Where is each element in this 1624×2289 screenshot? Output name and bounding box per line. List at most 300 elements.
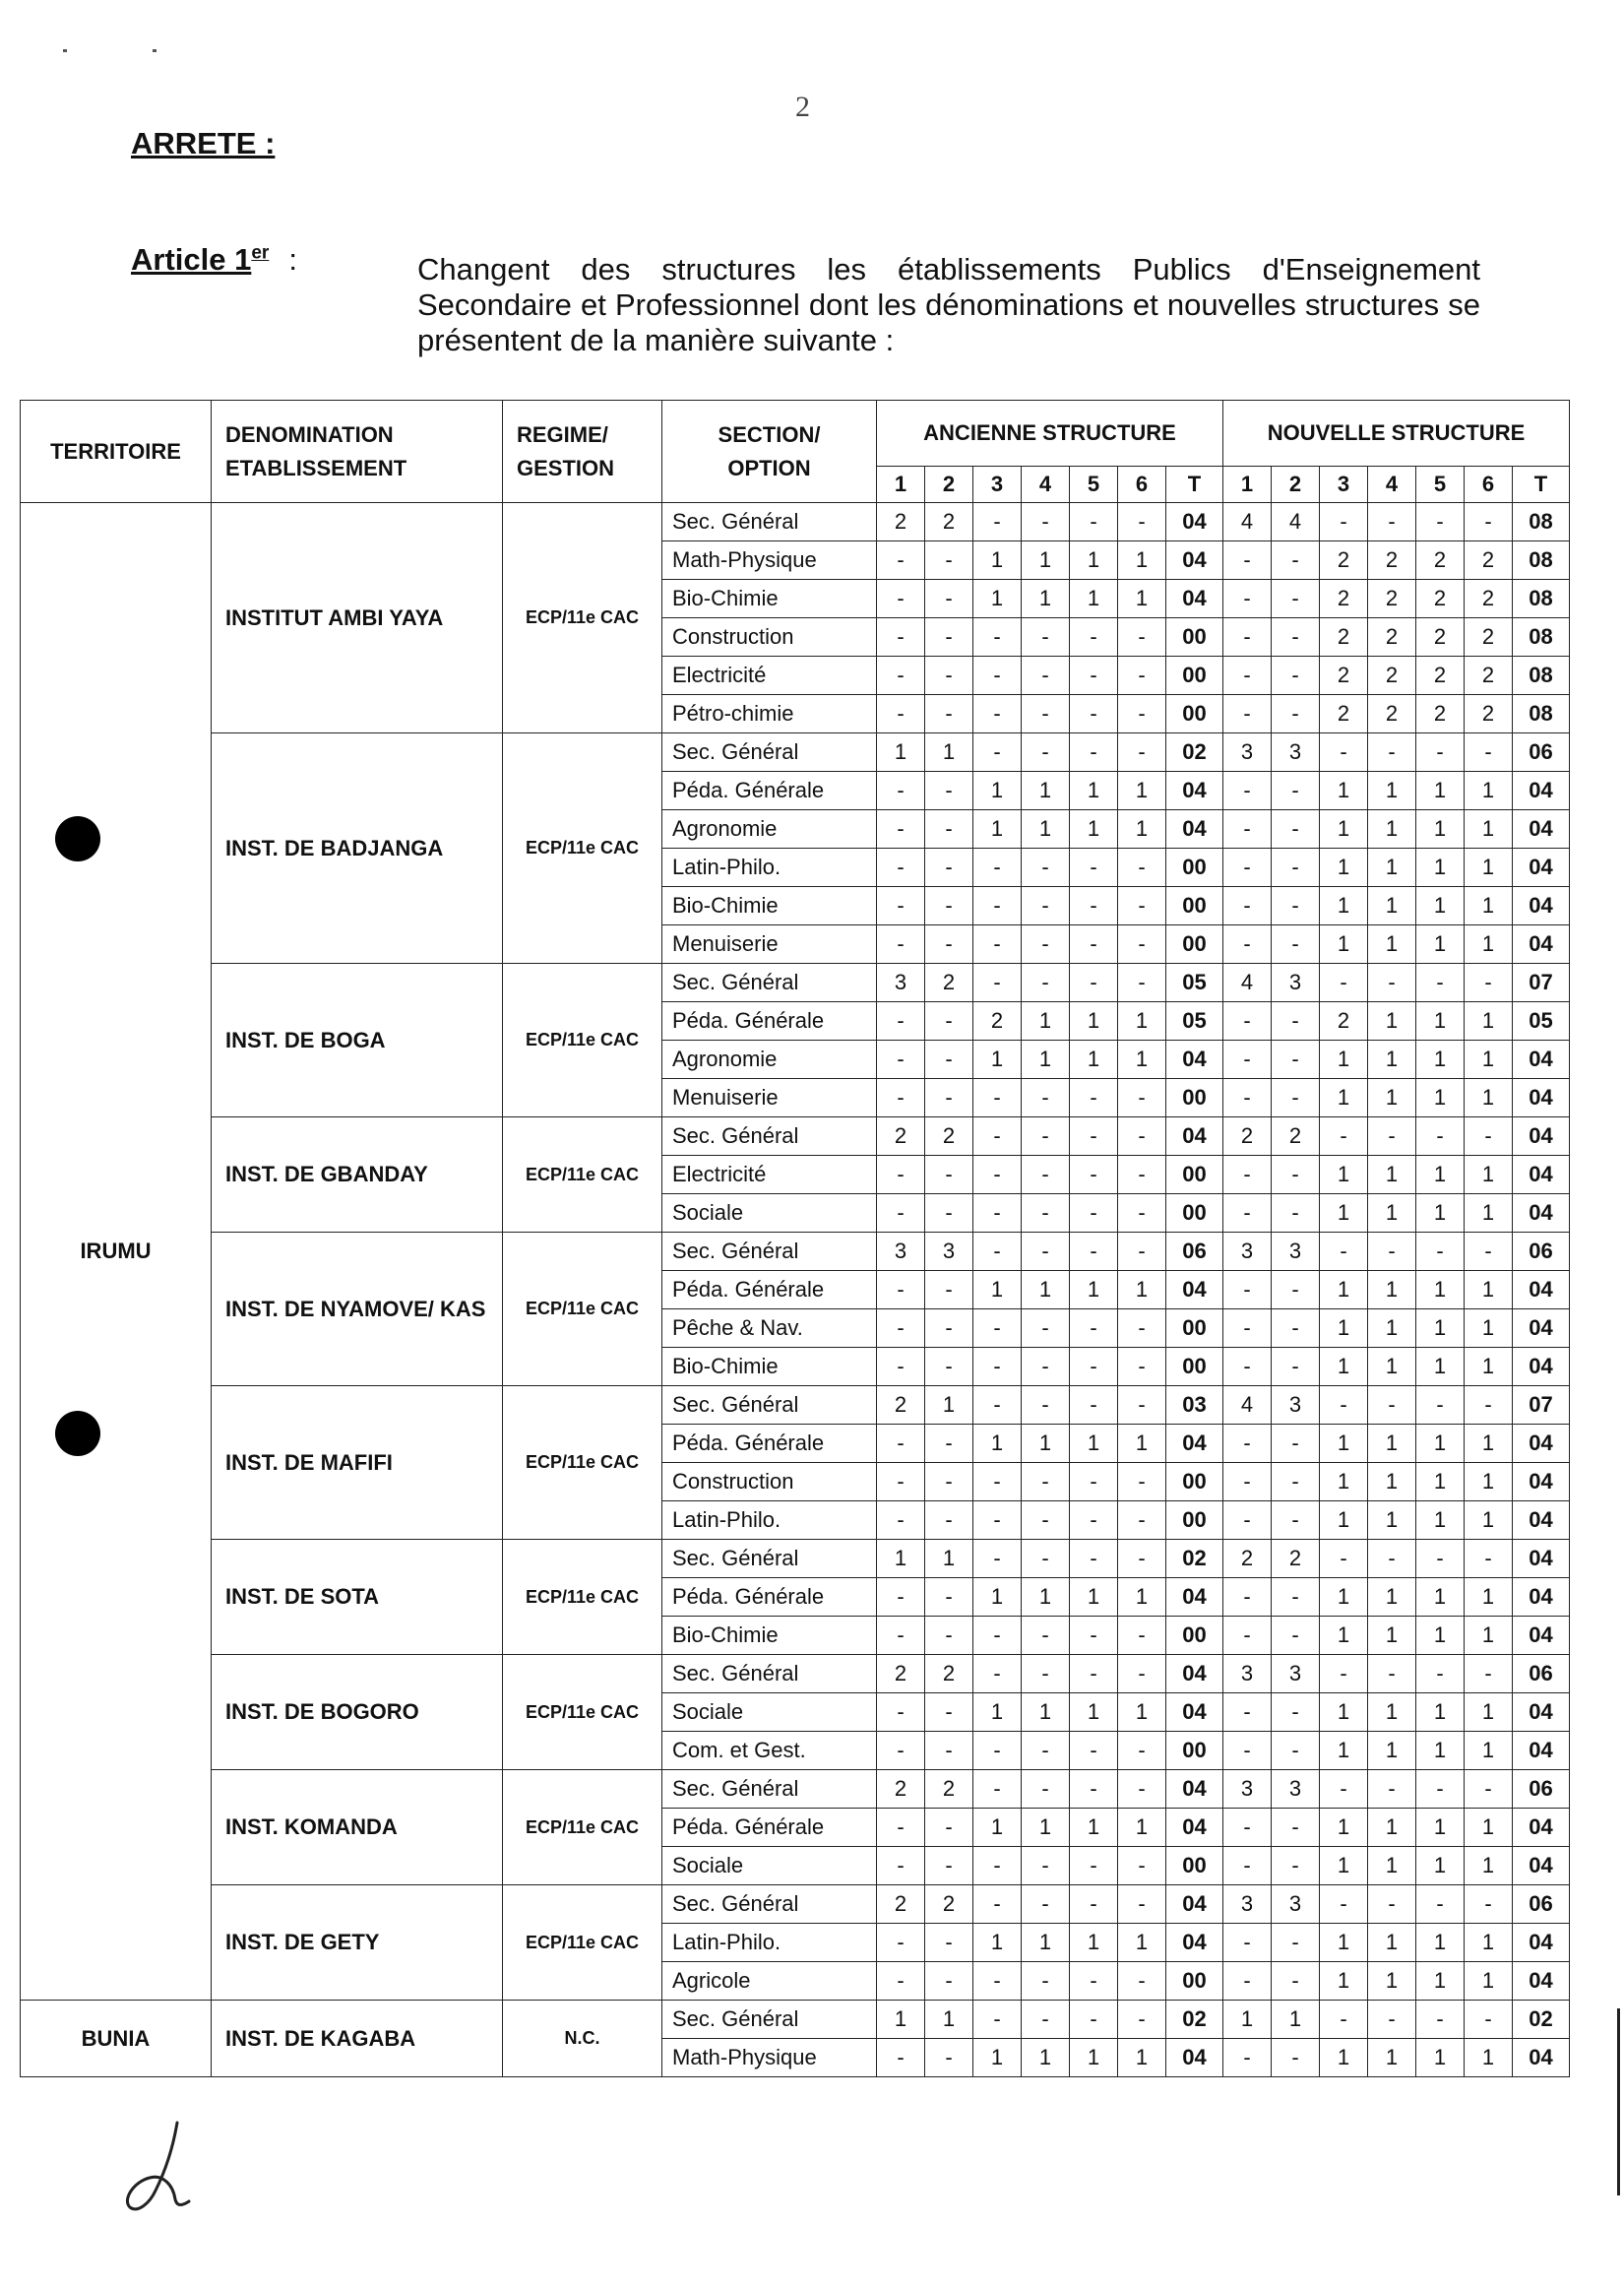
- nouvelle-value-cell: 1: [1416, 2039, 1465, 2077]
- nouvelle-value-cell: -: [1416, 2001, 1465, 2039]
- nouvelle-col-header: 3: [1320, 467, 1368, 503]
- ancienne-value-cell: -: [1118, 1194, 1166, 1233]
- nouvelle-total-cell: 04: [1513, 1271, 1570, 1309]
- section-option: Latin-Philo.: [662, 849, 877, 887]
- nouvelle-total-cell: 04: [1513, 849, 1570, 887]
- nouvelle-value-cell: -: [1272, 1271, 1320, 1309]
- territoire-cell: [21, 2001, 212, 2077]
- section-option: Construction: [662, 1463, 877, 1501]
- etablissement-name: INST. KOMANDA: [212, 1770, 503, 1885]
- ancienne-value-cell: -: [1022, 1348, 1070, 1386]
- nouvelle-value-cell: 1: [1368, 925, 1416, 964]
- nouvelle-value-cell: -: [1223, 1194, 1272, 1233]
- nouvelle-value-cell: 4: [1223, 503, 1272, 541]
- nouvelle-total-cell: 06: [1513, 1770, 1570, 1809]
- nouvelle-value-cell: -: [1465, 1655, 1513, 1693]
- ancienne-value-cell: -: [925, 1348, 973, 1386]
- nouvelle-value-cell: 2: [1320, 541, 1368, 580]
- nouvelle-value-cell: -: [1416, 1233, 1465, 1271]
- ancienne-value-cell: -: [1118, 1156, 1166, 1194]
- ancienne-total-cell: 05: [1166, 964, 1223, 1002]
- ancienne-value-cell: -: [877, 810, 925, 849]
- ancienne-value-cell: -: [925, 810, 973, 849]
- nouvelle-col-header: 2: [1272, 467, 1320, 503]
- nouvelle-value-cell: 2: [1272, 1540, 1320, 1578]
- nouvelle-value-cell: -: [1272, 887, 1320, 925]
- nouvelle-total-cell: 04: [1513, 925, 1570, 964]
- nouvelle-total-cell: 07: [1513, 1386, 1570, 1425]
- nouvelle-value-cell: -: [1223, 1578, 1272, 1617]
- ancienne-value-cell: -: [925, 849, 973, 887]
- section-option: Péda. Générale: [662, 1002, 877, 1041]
- ancienne-value-cell: -: [877, 887, 925, 925]
- nouvelle-col-header: 4: [1368, 467, 1416, 503]
- ancienne-value-cell: -: [1118, 1463, 1166, 1501]
- ancienne-value-cell: -: [973, 925, 1022, 964]
- section-option: Sec. Général: [662, 2001, 877, 2039]
- ancienne-value-cell: -: [877, 772, 925, 810]
- ancienne-value-cell: -: [925, 1962, 973, 2001]
- section-option: Sociale: [662, 1194, 877, 1233]
- nouvelle-value-cell: -: [1223, 657, 1272, 695]
- ancienne-total-cell: 02: [1166, 1540, 1223, 1578]
- ancienne-value-cell: 1: [1022, 1578, 1070, 1617]
- nouvelle-value-cell: -: [1465, 964, 1513, 1002]
- nouvelle-value-cell: -: [1416, 1655, 1465, 1693]
- etablissement-name: INST. DE BADJANGA: [212, 733, 503, 964]
- ancienne-value-cell: -: [1118, 887, 1166, 925]
- ancienne-value-cell: 1: [1118, 1002, 1166, 1041]
- ancienne-value-cell: -: [1118, 964, 1166, 1002]
- nouvelle-value-cell: 1: [1416, 1271, 1465, 1309]
- ancienne-value-cell: 1: [877, 733, 925, 772]
- section-option: Sec. Général: [662, 1770, 877, 1809]
- ancienne-value-cell: -: [1022, 1117, 1070, 1156]
- ancienne-value-cell: 1: [877, 1540, 925, 1578]
- table-row: [21, 1885, 1570, 1924]
- nouvelle-value-cell: 1: [1416, 1501, 1465, 1540]
- nouvelle-total-cell: 06: [1513, 733, 1570, 772]
- ancienne-value-cell: 1: [973, 1425, 1022, 1463]
- nouvelle-value-cell: -: [1368, 964, 1416, 1002]
- nouvelle-value-cell: -: [1223, 1732, 1272, 1770]
- nouvelle-value-cell: 1: [1465, 2039, 1513, 2077]
- ancienne-value-cell: -: [973, 1885, 1022, 1924]
- ancienne-value-cell: -: [973, 1233, 1022, 1271]
- nouvelle-value-cell: 1: [1320, 1732, 1368, 1770]
- ancienne-value-cell: 1: [1070, 2039, 1118, 2077]
- ancienne-value-cell: -: [1070, 2001, 1118, 2039]
- section-option: Péda. Générale: [662, 1809, 877, 1847]
- ancienne-value-cell: -: [1070, 1501, 1118, 1540]
- nouvelle-value-cell: 3: [1272, 1386, 1320, 1425]
- ancienne-value-cell: 1: [925, 733, 973, 772]
- ancienne-value-cell: -: [1070, 1309, 1118, 1348]
- nouvelle-value-cell: 2: [1368, 657, 1416, 695]
- nouvelle-value-cell: -: [1272, 1041, 1320, 1079]
- ancienne-value-cell: -: [1118, 1885, 1166, 1924]
- ancienne-value-cell: 1: [1070, 772, 1118, 810]
- ancienne-col-header: 3: [973, 467, 1022, 503]
- ancienne-value-cell: -: [877, 1002, 925, 1041]
- nouvelle-value-cell: 2: [1320, 695, 1368, 733]
- ancienne-value-cell: 1: [1022, 1271, 1070, 1309]
- ancienne-value-cell: -: [925, 695, 973, 733]
- nouvelle-value-cell: 1: [1320, 1425, 1368, 1463]
- nouvelle-total-cell: 08: [1513, 503, 1570, 541]
- nouvelle-value-cell: 1: [1368, 1809, 1416, 1847]
- nouvelle-value-cell: -: [1320, 1885, 1368, 1924]
- ancienne-value-cell: -: [973, 1617, 1022, 1655]
- etablissement-name: INST. DE SOTA: [212, 1540, 503, 1655]
- ancienne-value-cell: -: [925, 1809, 973, 1847]
- ancienne-value-cell: -: [925, 1732, 973, 1770]
- nouvelle-value-cell: -: [1320, 1117, 1368, 1156]
- nouvelle-value-cell: -: [1272, 1578, 1320, 1617]
- nouvelle-value-cell: -: [1272, 1002, 1320, 1041]
- ancienne-total-cell: 02: [1166, 733, 1223, 772]
- section-option: Péda. Générale: [662, 1425, 877, 1463]
- ancienne-value-cell: -: [1118, 1117, 1166, 1156]
- nouvelle-value-cell: 2: [1416, 618, 1465, 657]
- ancienne-value-cell: -: [1118, 1348, 1166, 1386]
- section-option: Sociale: [662, 1847, 877, 1885]
- etablissement-name: INST. DE KAGABA: [212, 2001, 503, 2077]
- nouvelle-col-header: 1: [1223, 467, 1272, 503]
- ancienne-value-cell: 1: [1118, 810, 1166, 849]
- ancienne-value-cell: -: [925, 1578, 973, 1617]
- nouvelle-col-header: 6: [1465, 467, 1513, 503]
- nouvelle-value-cell: 1: [1320, 810, 1368, 849]
- ancienne-value-cell: -: [1118, 1847, 1166, 1885]
- section-option: Sec. Général: [662, 1540, 877, 1578]
- etablissement-name: INST. DE NYAMOVE/ KAS: [212, 1233, 503, 1386]
- section-option: Sec. Général: [662, 1117, 877, 1156]
- ancienne-value-cell: -: [1070, 618, 1118, 657]
- ancienne-value-cell: -: [973, 964, 1022, 1002]
- nouvelle-value-cell: -: [1223, 1501, 1272, 1540]
- nouvelle-total-cell: 04: [1513, 1578, 1570, 1617]
- nouvelle-value-cell: -: [1416, 1885, 1465, 1924]
- nouvelle-value-cell: -: [1223, 1156, 1272, 1194]
- nouvelle-value-cell: 1: [1320, 1847, 1368, 1885]
- nouvelle-value-cell: -: [1223, 887, 1272, 925]
- ancienne-value-cell: -: [973, 2001, 1022, 2039]
- ancienne-value-cell: -: [877, 541, 925, 580]
- article-label-text: Article 1: [131, 242, 252, 277]
- regime-gestion: ECP/11e CAC: [503, 1655, 662, 1770]
- nouvelle-value-cell: 1: [1368, 1693, 1416, 1732]
- ancienne-value-cell: -: [925, 1002, 973, 1041]
- ancienne-value-cell: -: [1070, 733, 1118, 772]
- ancienne-total-cell: 00: [1166, 1309, 1223, 1348]
- ancienne-value-cell: -: [973, 1962, 1022, 2001]
- ancienne-value-cell: 1: [1070, 541, 1118, 580]
- nouvelle-value-cell: -: [1272, 1732, 1320, 1770]
- section-option: Péda. Générale: [662, 772, 877, 810]
- ancienne-value-cell: -: [1022, 1156, 1070, 1194]
- nouvelle-total-cell: 04: [1513, 1425, 1570, 1463]
- nouvelle-total-cell: 02: [1513, 2001, 1570, 2039]
- ancienne-value-cell: 3: [877, 1233, 925, 1271]
- ancienne-total-cell: 04: [1166, 1041, 1223, 1079]
- ancienne-value-cell: -: [877, 1463, 925, 1501]
- nouvelle-value-cell: -: [1272, 695, 1320, 733]
- section-option: Sec. Général: [662, 1386, 877, 1425]
- section-option: Sec. Général: [662, 1233, 877, 1271]
- ancienne-value-cell: -: [1022, 1233, 1070, 1271]
- ancienne-value-cell: 1: [973, 1041, 1022, 1079]
- ancienne-value-cell: 2: [925, 964, 973, 1002]
- ancienne-value-cell: 2: [925, 1117, 973, 1156]
- ancienne-value-cell: -: [925, 1693, 973, 1732]
- ancienne-value-cell: -: [973, 1540, 1022, 1578]
- nouvelle-value-cell: 1: [1368, 1578, 1416, 1617]
- ancienne-value-cell: -: [973, 1463, 1022, 1501]
- section-option: Math-Physique: [662, 541, 877, 580]
- nouvelle-value-cell: 1: [1465, 810, 1513, 849]
- ancienne-value-cell: -: [925, 1194, 973, 1233]
- structure-table: [20, 400, 1570, 2077]
- ancienne-value-cell: -: [877, 1501, 925, 1540]
- regime-gestion: ECP/11e CAC: [503, 1117, 662, 1233]
- nouvelle-value-cell: 1: [1320, 1693, 1368, 1732]
- nouvelle-value-cell: -: [1320, 503, 1368, 541]
- nouvelle-total-cell: 08: [1513, 541, 1570, 580]
- ancienne-value-cell: -: [1022, 925, 1070, 964]
- nouvelle-value-cell: 1: [1368, 1002, 1416, 1041]
- nouvelle-value-cell: -: [1368, 1885, 1416, 1924]
- nouvelle-value-cell: 1: [1465, 849, 1513, 887]
- ancienne-value-cell: -: [925, 1079, 973, 1117]
- nouvelle-value-cell: 2: [1320, 657, 1368, 695]
- nouvelle-value-cell: 3: [1272, 733, 1320, 772]
- ancienne-value-cell: 1: [1118, 541, 1166, 580]
- nouvelle-value-cell: -: [1223, 1924, 1272, 1962]
- nouvelle-value-cell: -: [1368, 1770, 1416, 1809]
- ancienne-value-cell: -: [1022, 1079, 1070, 1117]
- nouvelle-value-cell: -: [1272, 1156, 1320, 1194]
- nouvelle-value-cell: 1: [1320, 849, 1368, 887]
- nouvelle-value-cell: 2: [1465, 695, 1513, 733]
- nouvelle-value-cell: 1: [1320, 1809, 1368, 1847]
- ancienne-total-cell: 04: [1166, 1809, 1223, 1847]
- nouvelle-value-cell: -: [1368, 1233, 1416, 1271]
- ancienne-value-cell: -: [973, 503, 1022, 541]
- nouvelle-value-cell: 2: [1320, 1002, 1368, 1041]
- ancienne-value-cell: -: [1022, 618, 1070, 657]
- ancienne-value-cell: -: [1022, 1540, 1070, 1578]
- nouvelle-value-cell: 1: [1416, 1962, 1465, 2001]
- ancienne-value-cell: -: [877, 925, 925, 964]
- section-option: Péda. Générale: [662, 1578, 877, 1617]
- nouvelle-total-cell: 04: [1513, 1540, 1570, 1578]
- ancienne-total-cell: 04: [1166, 1117, 1223, 1156]
- nouvelle-total-cell: 07: [1513, 964, 1570, 1002]
- ancienne-value-cell: -: [877, 849, 925, 887]
- ancienne-value-cell: -: [877, 1194, 925, 1233]
- nouvelle-value-cell: -: [1368, 2001, 1416, 2039]
- nouvelle-value-cell: 1: [1416, 1924, 1465, 1962]
- ancienne-total-cell: 00: [1166, 1079, 1223, 1117]
- nouvelle-value-cell: 1: [1416, 1463, 1465, 1501]
- nouvelle-value-cell: -: [1465, 1386, 1513, 1425]
- nouvelle-total-cell: 08: [1513, 657, 1570, 695]
- nouvelle-value-cell: -: [1320, 1655, 1368, 1693]
- ancienne-value-cell: -: [1070, 1540, 1118, 1578]
- nouvelle-col-header: 5: [1416, 467, 1465, 503]
- nouvelle-value-cell: -: [1320, 2001, 1368, 2039]
- nouvelle-value-cell: 1: [1320, 887, 1368, 925]
- nouvelle-value-cell: 3: [1272, 1770, 1320, 1809]
- table-row: [21, 1233, 1570, 1271]
- nouvelle-value-cell: 1: [1368, 1425, 1416, 1463]
- ancienne-value-cell: -: [973, 1732, 1022, 1770]
- section-option: Agronomie: [662, 810, 877, 849]
- ancienne-value-cell: 1: [1022, 1041, 1070, 1079]
- nouvelle-value-cell: 1: [1320, 1194, 1368, 1233]
- ancienne-value-cell: -: [1070, 887, 1118, 925]
- nouvelle-value-cell: 1: [1465, 1693, 1513, 1732]
- nouvelle-value-cell: 3: [1272, 1885, 1320, 1924]
- ancienne-total-cell: 02: [1166, 2001, 1223, 2039]
- nouvelle-value-cell: 1: [1368, 1924, 1416, 1962]
- ancienne-total-cell: 03: [1166, 1386, 1223, 1425]
- ancienne-value-cell: -: [1022, 964, 1070, 1002]
- ancienne-total-cell: 04: [1166, 1578, 1223, 1617]
- ancienne-total-cell: 00: [1166, 1732, 1223, 1770]
- ancienne-value-cell: 1: [1022, 1425, 1070, 1463]
- nouvelle-value-cell: 1: [1465, 1463, 1513, 1501]
- ancienne-value-cell: 1: [973, 2039, 1022, 2077]
- nouvelle-total-cell: 08: [1513, 580, 1570, 618]
- etablissement-name: INST. DE BOGA: [212, 964, 503, 1117]
- nouvelle-value-cell: 1: [1465, 1309, 1513, 1348]
- ancienne-value-cell: -: [877, 1578, 925, 1617]
- ancienne-value-cell: 1: [1118, 580, 1166, 618]
- nouvelle-value-cell: 1: [1465, 1271, 1513, 1309]
- ancienne-value-cell: 1: [1070, 1693, 1118, 1732]
- nouvelle-value-cell: 1: [1416, 1041, 1465, 1079]
- ancienne-value-cell: -: [1022, 1732, 1070, 1770]
- ancienne-total-cell: 00: [1166, 1617, 1223, 1655]
- ancienne-total-cell: 06: [1166, 1233, 1223, 1271]
- ancienne-col-header: 2: [925, 467, 973, 503]
- nouvelle-value-cell: 1: [1416, 1693, 1465, 1732]
- nouvelle-total-cell: 04: [1513, 1463, 1570, 1501]
- ancienne-value-cell: 1: [925, 2001, 973, 2039]
- ancienne-value-cell: 1: [1022, 580, 1070, 618]
- ancienne-value-cell: -: [973, 1655, 1022, 1693]
- nouvelle-value-cell: 3: [1272, 1655, 1320, 1693]
- article-colon: :: [288, 242, 297, 277]
- ancienne-total-cell: 04: [1166, 1693, 1223, 1732]
- ancienne-value-cell: -: [1022, 1386, 1070, 1425]
- ancienne-total-cell: 04: [1166, 2039, 1223, 2077]
- nouvelle-value-cell: 2: [1416, 657, 1465, 695]
- nouvelle-value-cell: 1: [1416, 1002, 1465, 1041]
- nouvelle-value-cell: -: [1223, 810, 1272, 849]
- ancienne-value-cell: -: [973, 1194, 1022, 1233]
- nouvelle-value-cell: 1: [1368, 849, 1416, 887]
- section-option: Latin-Philo.: [662, 1924, 877, 1962]
- ancienne-col-header: T: [1166, 467, 1223, 503]
- nouvelle-value-cell: -: [1272, 1309, 1320, 1348]
- nouvelle-value-cell: 4: [1272, 503, 1320, 541]
- nouvelle-value-cell: -: [1272, 1693, 1320, 1732]
- nouvelle-col-header: T: [1513, 467, 1570, 503]
- nouvelle-value-cell: -: [1416, 1540, 1465, 1578]
- nouvelle-value-cell: -: [1272, 1194, 1320, 1233]
- nouvelle-value-cell: 1: [1368, 1732, 1416, 1770]
- nouvelle-value-cell: -: [1272, 618, 1320, 657]
- nouvelle-value-cell: 1: [1320, 1348, 1368, 1386]
- header-territoire: TERRITOIRE: [21, 401, 212, 503]
- nouvelle-value-cell: -: [1272, 1348, 1320, 1386]
- ancienne-value-cell: -: [1118, 733, 1166, 772]
- nouvelle-value-cell: -: [1368, 733, 1416, 772]
- nouvelle-value-cell: -: [1368, 1117, 1416, 1156]
- ancienne-value-cell: -: [877, 657, 925, 695]
- ancienne-value-cell: -: [973, 1117, 1022, 1156]
- ancienne-value-cell: 2: [925, 1655, 973, 1693]
- nouvelle-value-cell: 1: [1416, 1079, 1465, 1117]
- ancienne-value-cell: -: [1070, 1962, 1118, 2001]
- nouvelle-value-cell: 1: [1416, 1348, 1465, 1386]
- ancienne-value-cell: -: [1118, 925, 1166, 964]
- ancienne-value-cell: 1: [973, 1809, 1022, 1847]
- ancienne-value-cell: -: [1022, 1962, 1070, 2001]
- ancienne-total-cell: 00: [1166, 1156, 1223, 1194]
- ancienne-total-cell: 00: [1166, 618, 1223, 657]
- ancienne-total-cell: 04: [1166, 1885, 1223, 1924]
- nouvelle-total-cell: 08: [1513, 618, 1570, 657]
- scan-mark: [153, 49, 156, 52]
- nouvelle-value-cell: 3: [1223, 733, 1272, 772]
- table-row: [21, 1655, 1570, 1693]
- table-row: [21, 964, 1570, 1002]
- ancienne-value-cell: -: [1070, 1117, 1118, 1156]
- nouvelle-total-cell: 04: [1513, 1309, 1570, 1348]
- ancienne-value-cell: -: [1118, 1962, 1166, 2001]
- nouvelle-total-cell: 04: [1513, 1117, 1570, 1156]
- nouvelle-value-cell: -: [1416, 503, 1465, 541]
- article-text: Changent des structures les établissements Publics d'Enseignement Secondaire et Professionnel dont les dénominations et nouvelles structures se présentent de la manière suivante :: [417, 252, 1480, 357]
- nouvelle-value-cell: 1: [1465, 1962, 1513, 2001]
- nouvelle-value-cell: 1: [1320, 1924, 1368, 1962]
- ancienne-value-cell: -: [973, 657, 1022, 695]
- regime-gestion: ECP/11e CAC: [503, 1540, 662, 1655]
- ancienne-value-cell: -: [877, 1693, 925, 1732]
- ancienne-value-cell: -: [1118, 1079, 1166, 1117]
- ancienne-value-cell: 1: [1070, 1002, 1118, 1041]
- nouvelle-value-cell: 2: [1368, 695, 1416, 733]
- nouvelle-value-cell: -: [1320, 1540, 1368, 1578]
- header-ancienne-structure: ANCIENNE STRUCTURE: [877, 401, 1223, 467]
- nouvelle-total-cell: 06: [1513, 1655, 1570, 1693]
- section-option: Pétro-chimie: [662, 695, 877, 733]
- nouvelle-total-cell: 04: [1513, 1962, 1570, 2001]
- ancienne-total-cell: 00: [1166, 1348, 1223, 1386]
- nouvelle-value-cell: -: [1223, 1425, 1272, 1463]
- nouvelle-value-cell: -: [1223, 925, 1272, 964]
- ancienne-value-cell: -: [1118, 2001, 1166, 2039]
- ancienne-value-cell: -: [877, 1617, 925, 1655]
- nouvelle-value-cell: 3: [1272, 1233, 1320, 1271]
- ancienne-total-cell: 00: [1166, 1962, 1223, 2001]
- nouvelle-total-cell: 04: [1513, 810, 1570, 849]
- nouvelle-value-cell: 1: [1368, 1041, 1416, 1079]
